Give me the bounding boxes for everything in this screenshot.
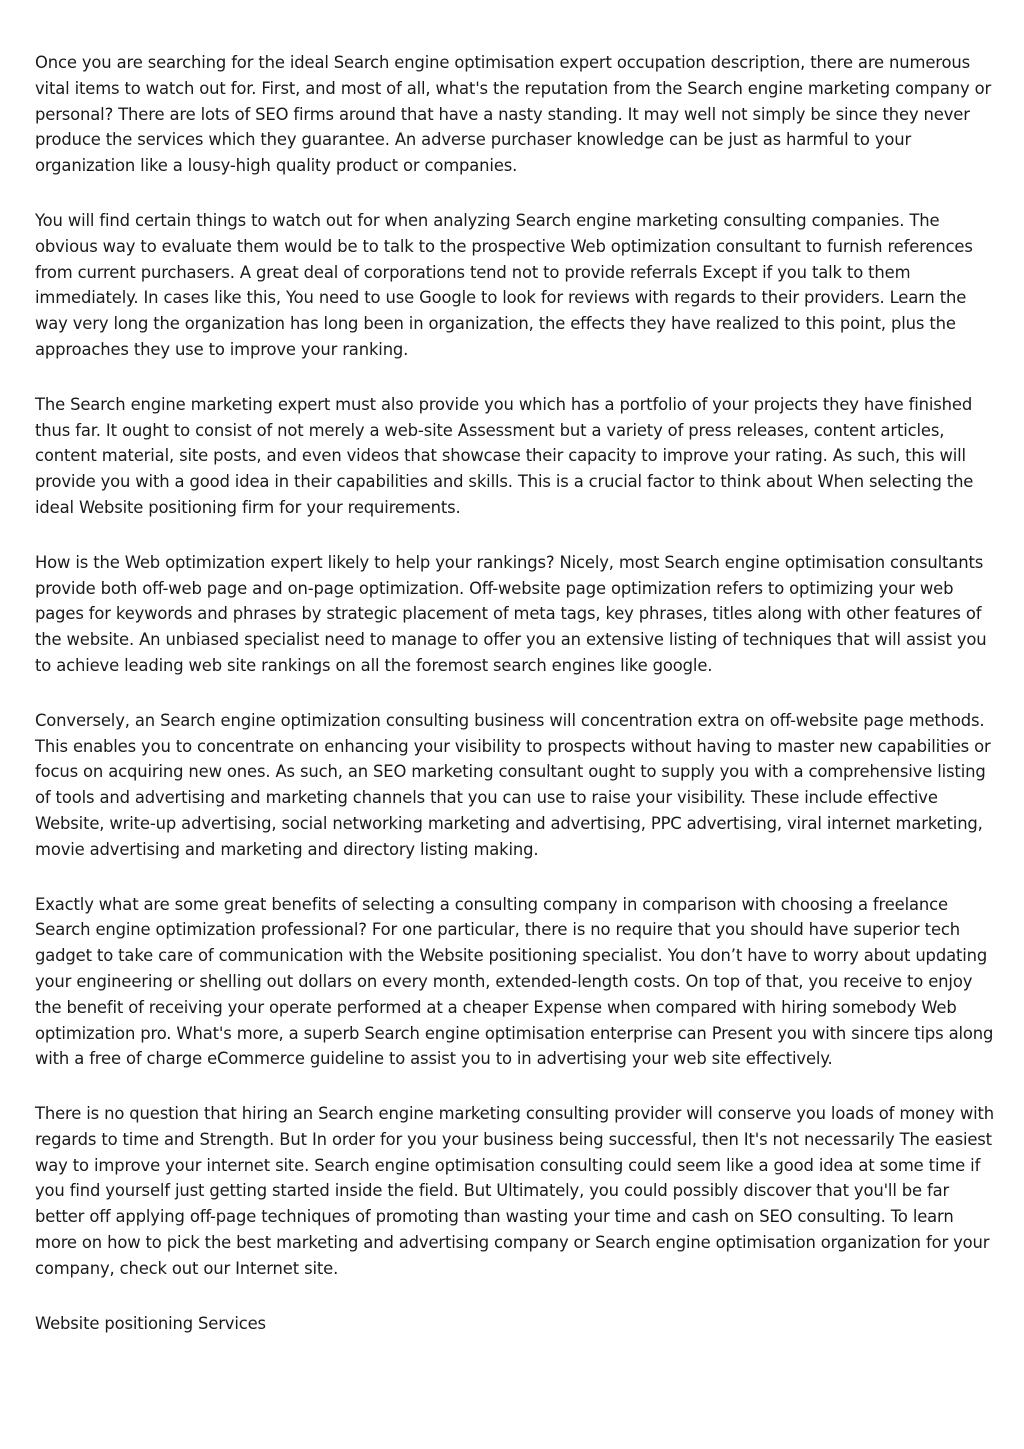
paragraph-2: You will find certain things to watch out for when analyzing Search engine marketing consulting companies. The obvious way to evaluate them would be to talk to the prospective Web optimization consultant to furnish references from current purchasers. A great deal of corporations tend not to provide referrals Except if you talk to them immediately. In cases like this, You need to use Google to look for reviews with regards to their providers. Learn the way very long the organization has long been in organization, the effects they have realized to this point, plus the approaches they use to improve your ranking. bbox=[35, 210, 973, 359]
paragraph-1: Once you are searching for the ideal Search engine optimisation expert occupation description, there are numerous vital items to watch out for. First, and most of all, what's the reputation from the Search engine marketing company or personal? There are lots of SEO firms around that have a nasty standing. It may well not simply be since they never produce the services which they guarantee. An adverse purchaser knowledge can be just as harmful to your organization like a lousy-high quality product or companies. bbox=[35, 53, 992, 176]
document-body bbox=[35, 50, 995, 1336]
paragraph-4: How is the Web optimization expert likely to help your rankings? Nicely, most Search engine optimisation consultants provide both off-web page and on-page optimization. Off-website page optimization refers to optimizing your web pages for keywords and phrases by strategic placement of meta tags, key phrases, titles along with other features of the website. An unbiased specialist need to manage to offer you an extensive listing of techniques that will assist you to achieve leading web site rankings on all the foremost search engines like google. bbox=[35, 552, 987, 675]
paragraph-7: There is no question that hiring an Search engine marketing consulting provider will conserve you loads of money with regards to time and Strength. But In order for you your business being successful, then It's not necessarily The easiest way to improve your internet site. Search engine optimisation consulting could seem like a good idea at some time if you find yourself just getting started inside the field. But Ultimately, you could possibly discover that you'll be far better off applying off-page techniques of promoting than wasting your time and cash on SEO consulting. To learn more on how to pick the best marketing and advertising company or Search engine optimisation organization for your company, check out our Internet site. bbox=[35, 1104, 995, 1278]
paragraph-3: The Search engine marketing expert must also provide you which has a portfolio of your projects they have finished thus far. It ought to consist of not merely a web-site Assessment but a variety of press releases, content articles, content material, site posts, and even videos that showcase their capacity to improve your rating. As such, this will provide you with a good idea in their capabilities and skills. This is a crucial factor to think about When selecting the ideal Website positioning firm for your requirements. bbox=[35, 394, 974, 517]
footer-text: Website positioning Services bbox=[35, 1313, 266, 1333]
paragraph-5: Conversely, an Search engine optimization consulting business will concentration extra on off-website page methods. This enables you to concentrate on enhancing your visibility to prospects without having to master new capabilities or focus on acquiring new ones. As such, an SEO marketing consultant ought to supply you with a comprehensive listing of tools and advertising and marketing channels that you can use to raise your visibility. These include effective Website, write-up advertising, social networking marketing and advertising, PPC advertising, viral internet marketing, movie advertising and marketing and directory listing making. bbox=[35, 710, 991, 859]
paragraph-6: Exactly what are some great benefits of selecting a consulting company in comparison with choosing a freelance Search engine optimization professional? For one particular, there is no require that you should have superior tech gadget to take care of communication with the Website positioning specialist. You don’t have to worry about updating your engineering or shelling out dollars on every month, extended-length costs. On top of that, you receive to enjoy the benefit of receiving your operate performed at a cheaper Expense when compared with hiring somebody Web optimization pro. What's more, a superb Search engine optimisation enterprise can Present you with sincere tips along with a free of charge eCommerce guideline to assist you to in advertising your web site effectively. bbox=[35, 894, 994, 1069]
